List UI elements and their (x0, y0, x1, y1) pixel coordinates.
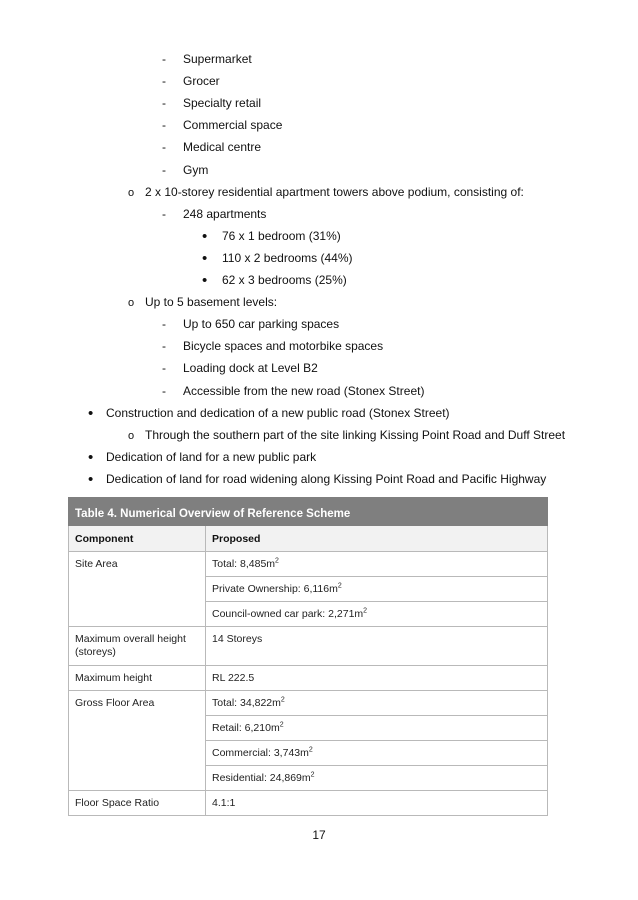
table-caption: Table 4. Numerical Overview of Reference Scheme (69, 498, 548, 526)
list-item: Dedication of land for road widening along Kissing Point Road and Pacific Highway (106, 472, 547, 486)
column-header-proposed: Proposed (206, 526, 548, 552)
list-item: 76 x 1 bedroom (31%) (222, 229, 341, 243)
gfa-commercial: Commercial: $3,743m^2$ (206, 741, 548, 766)
dash-marker: - (162, 339, 166, 353)
max-height-value: RL 222.5 (206, 666, 548, 691)
table-row (69, 627, 548, 666)
bullet-icon: • (202, 272, 208, 289)
table-row (69, 666, 548, 691)
list-item: 110 x 2 bedrooms (44%) (222, 251, 353, 265)
gfa-residential: Residential: $24,869m^2$ (206, 766, 548, 791)
list-item: Bicycle spaces and motorbike spaces (183, 339, 384, 353)
fsr-value: 4.1:1 (206, 791, 548, 816)
row-label-fsr: Floor Space Ratio (69, 791, 206, 816)
dash-marker: - (162, 96, 166, 110)
table-row (69, 552, 548, 577)
bullet-icon: • (88, 405, 94, 422)
dash-marker: - (162, 118, 166, 132)
column-header-component: Component (69, 526, 206, 552)
circle-bullet-icon: o (128, 187, 135, 199)
max-overall-height-value: 14 Storeys (206, 627, 548, 666)
dash-marker: - (162, 317, 166, 331)
circle-bullet-icon: o (128, 430, 135, 442)
list-item: Through the southern part of the site linking Kissing Point Road and Duff Street (145, 428, 566, 442)
list-item: 2 x 10-storey residential apartment towers above podium, consisting of: (145, 185, 524, 199)
site-area-total: Total: $8,485m^2$ (206, 552, 548, 577)
list-item: Construction and dedication of a new public road (Stonex Street) (106, 406, 450, 420)
bullet-icon: • (88, 449, 94, 466)
list-item: Accessible from the new road (Stonex Street) (183, 384, 425, 398)
list-item: Specialty retail (183, 96, 262, 110)
dash-marker: - (162, 207, 166, 221)
list-item: Supermarket (183, 52, 252, 66)
gfa-total: Total: $34,822m^2$ (206, 691, 548, 716)
dash-marker: - (162, 140, 166, 154)
list-item: Loading dock at Level B2 (183, 361, 318, 375)
list-item: Grocer (183, 74, 220, 88)
numerical-overview-table (68, 497, 548, 816)
list-item: Dedication of land for a new public park (106, 450, 317, 464)
row-label-site-area: Site Area (69, 552, 206, 627)
list-item: 248 apartments (183, 207, 267, 221)
dash-marker: - (162, 384, 166, 398)
dash-marker: - (162, 74, 166, 88)
table-row (69, 691, 548, 716)
list-item: Commercial space (183, 118, 283, 132)
row-label-max-overall-height: Maximum overall height (storeys) (69, 627, 206, 666)
bullet-icon: • (88, 471, 94, 488)
dash-marker: - (162, 52, 166, 66)
gfa-retail: Retail: $6,210m^2$ (206, 716, 548, 741)
list-item: 62 x 3 bedrooms (25%) (222, 273, 347, 287)
row-label-gfa: Gross Floor Area (69, 691, 206, 791)
table-row (69, 791, 548, 816)
bullet-icon: • (202, 250, 208, 267)
dash-marker: - (162, 163, 166, 177)
list-item: Up to 5 basement levels: (145, 295, 278, 309)
list-item: Medical centre (183, 140, 262, 154)
dash-marker: - (162, 361, 166, 375)
site-area-council: Council-owned car park: $2,271m^2$ (206, 602, 548, 627)
list-item: Up to 650 car parking spaces (183, 317, 340, 331)
circle-bullet-icon: o (128, 297, 135, 309)
list-item: Gym (183, 163, 209, 177)
bullet-icon: • (202, 228, 208, 245)
page-number: 17 (312, 828, 326, 842)
row-label-max-height: Maximum height (69, 666, 206, 691)
site-area-private: Private Ownership: $6,116m^2$ (206, 577, 548, 602)
